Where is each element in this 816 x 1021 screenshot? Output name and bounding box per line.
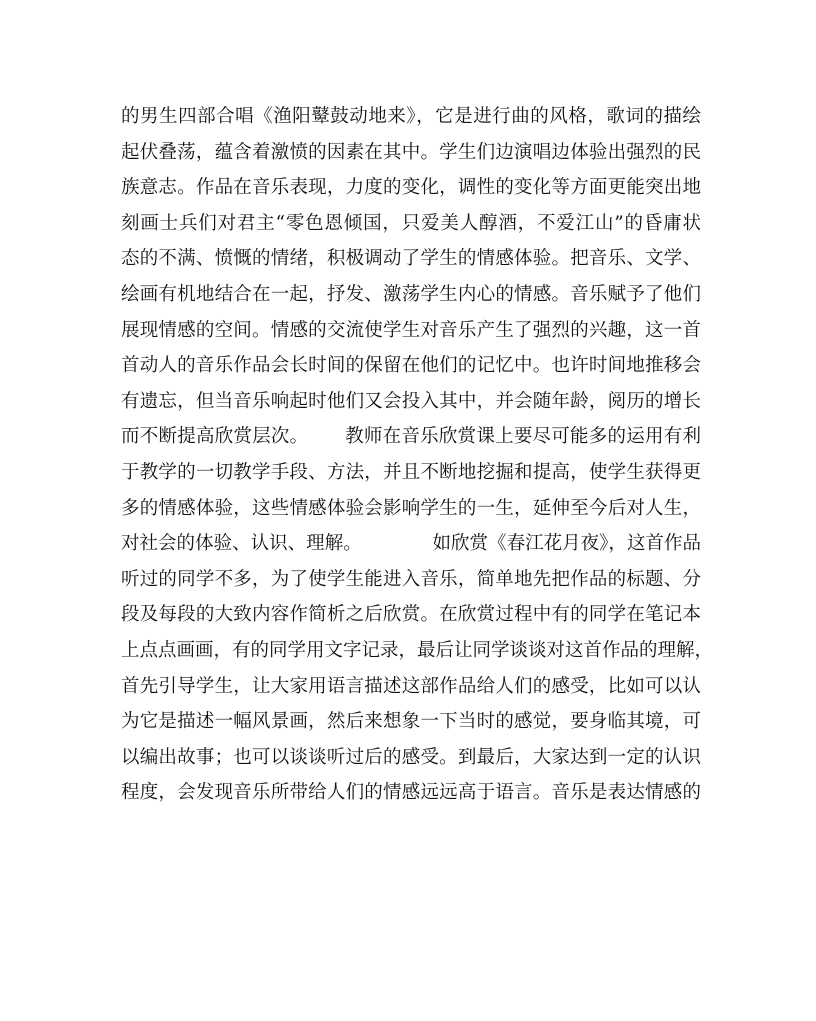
text-line: 绘画有机地结合在一起，抒发、激荡学生内心的情感。音乐赋予了他们 (121, 283, 701, 305)
text-line: 的男生四部合唱《渔阳鼙鼓动地来》，它是进行曲的风格，歌词的描绘 (121, 106, 701, 127)
text-line: 上点点画画，有的同学用文字记录，最后让同学谈谈对这首作品的理解， (121, 639, 714, 661)
text-line: 有遗忘，但当音乐响起时他们又会投入其中，并会随年龄，阅历的增长 (121, 390, 701, 412)
text-line: 首动人的音乐作品会长时间的保留在他们的记忆中。也许时间地推移会 (121, 355, 701, 377)
text-line: 为它是描述一幅风景画，然后来想象一下当时的感觉，要身临其境，可 (121, 711, 701, 733)
text-line: 程度，会发现音乐所带给人们的情感远远高于语言。音乐是表达情感的 (121, 782, 701, 804)
text-line: 起伏叠荡，蕴含着激愤的因素在其中。学生们边演唱边体验出强烈的民 (121, 141, 701, 163)
text-line: 于教学的一切教学手段、方法，并且不断地挖掘和提高，使学生获得更 (121, 461, 701, 483)
text-line: 首先引导学生，让大家用语言描述这部作品给人们的感受，比如可以认 (121, 675, 701, 697)
text-line: 族意志。作品在音乐表现，力度的变化，调性的变化等方面更能突出地 (121, 177, 701, 199)
text-line: 展现情感的空间。情感的交流使学生对音乐产生了强烈的兴趣，这一首 (121, 319, 701, 341)
text-line: 态的不满、愤慨的情绪，积极调动了学生的情感体验。把音乐、文学、 (121, 248, 701, 270)
body-text (121, 99, 714, 811)
text-line: 而不断提高欣赏层次。 教师在音乐欣赏课上要尽可能多的运用有利 (121, 426, 701, 448)
text-line: 听过的同学不多，为了使学生能进入音乐，简单地先把作品的标题、分 (121, 568, 701, 590)
text-line: 段及每段的大致内容作简析之后欣赏。在欣赏过程中有的同学在笔记本 (121, 604, 701, 626)
text-line: 以编出故事；也可以谈谈听过后的感受。到最后，大家达到一定的认识 (121, 746, 701, 768)
text-line: 多的情感体验，这些情感体验会影响学生的一生，延伸至今后对人生， (121, 497, 701, 519)
text-line: 刻画士兵们对君主“零色恩倾国，只爱美人醇酒，不爱江山”的昏庸状 (121, 212, 701, 234)
text-line: 对社会的体验、认识、理解。 如欣赏《春江花月夜》，这首作品 (121, 533, 701, 555)
